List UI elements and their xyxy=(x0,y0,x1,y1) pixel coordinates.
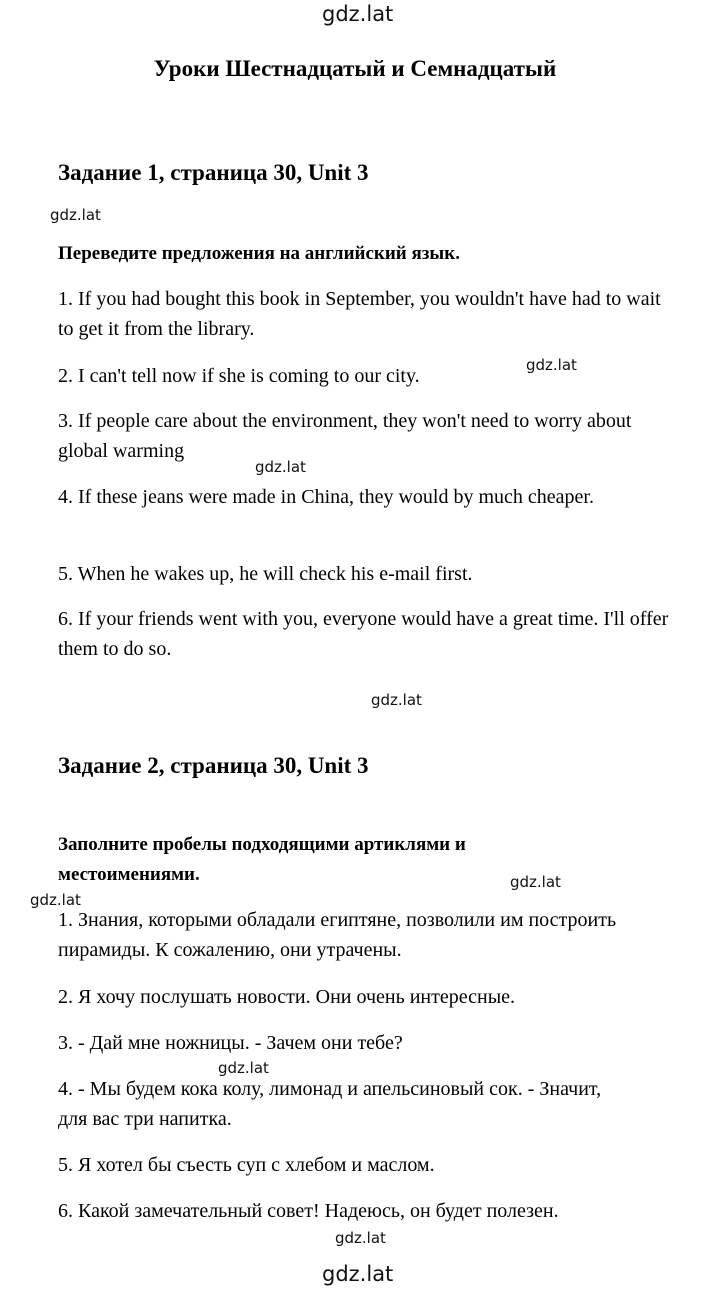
task2-heading: Задание 2, страница 30, Unit 3 xyxy=(58,753,369,778)
task1-heading: Задание 1, страница 30, Unit 3 xyxy=(58,160,369,185)
task2-item-2: 2. Я хочу послушать новости. Они очень интересные. xyxy=(58,986,516,1008)
task1-item-2: 2. I can't tell now if she is coming to our city. xyxy=(58,365,420,387)
task1-item-4: 4. If these jeans were made in China, they would by much cheaper. xyxy=(58,486,594,508)
task2-item-5: 5. Я хотел бы съесть суп с хлебом и маслом. xyxy=(58,1154,435,1176)
task2-item-4: 4. - Мы будем кока колу, лимонад и апельсиновый сок. - Значит, для вас три напитка. xyxy=(58,1078,602,1130)
watermark: gdz.lat xyxy=(510,873,561,891)
task2-instruction: Заполните пробелы подходящими артиклями и местоимениями. xyxy=(58,834,466,885)
task2-item-1: 1. Знания, которыми обладали египтяне, позволили им построить пирамиды. К сожалению, они утрачены. xyxy=(58,909,617,961)
watermark: gdz.lat xyxy=(335,1229,386,1247)
page-title: Уроки Шестнадцатый и Семнадцатый xyxy=(153,56,557,81)
watermark: gdz.lat xyxy=(526,356,577,374)
watermark-top: gdz.lat xyxy=(322,2,394,26)
watermark: gdz.lat xyxy=(50,206,101,224)
task1-item-3: 3. If people care about the environment, they won't need to worry about global warming xyxy=(58,410,632,462)
watermark: gdz.lat xyxy=(30,891,81,909)
task1-item-5: 5. When he wakes up, he will check his e-mail first. xyxy=(58,563,473,585)
watermark: gdz.lat xyxy=(218,1059,269,1077)
watermark-bottom: gdz.lat xyxy=(322,1262,394,1286)
task2-item-3: 3. - Дай мне ножницы. - Зачем они тебе? xyxy=(58,1032,403,1054)
task2-item-6: 6. Какой замечательный совет! Надеюсь, он будет полезен. xyxy=(58,1200,559,1222)
task1-item-1: 1. If you had bought this book in September, you wouldn't have had to wait to get it from the library. xyxy=(58,288,661,340)
task1-item-6: 6. If your friends went with you, everyone would have a great time. I'll offer them to do so. xyxy=(58,608,669,660)
watermark: gdz.lat xyxy=(255,458,306,476)
task1-instruction: Переведите предложения на английский язык. xyxy=(58,243,460,264)
watermark: gdz.lat xyxy=(371,691,422,709)
